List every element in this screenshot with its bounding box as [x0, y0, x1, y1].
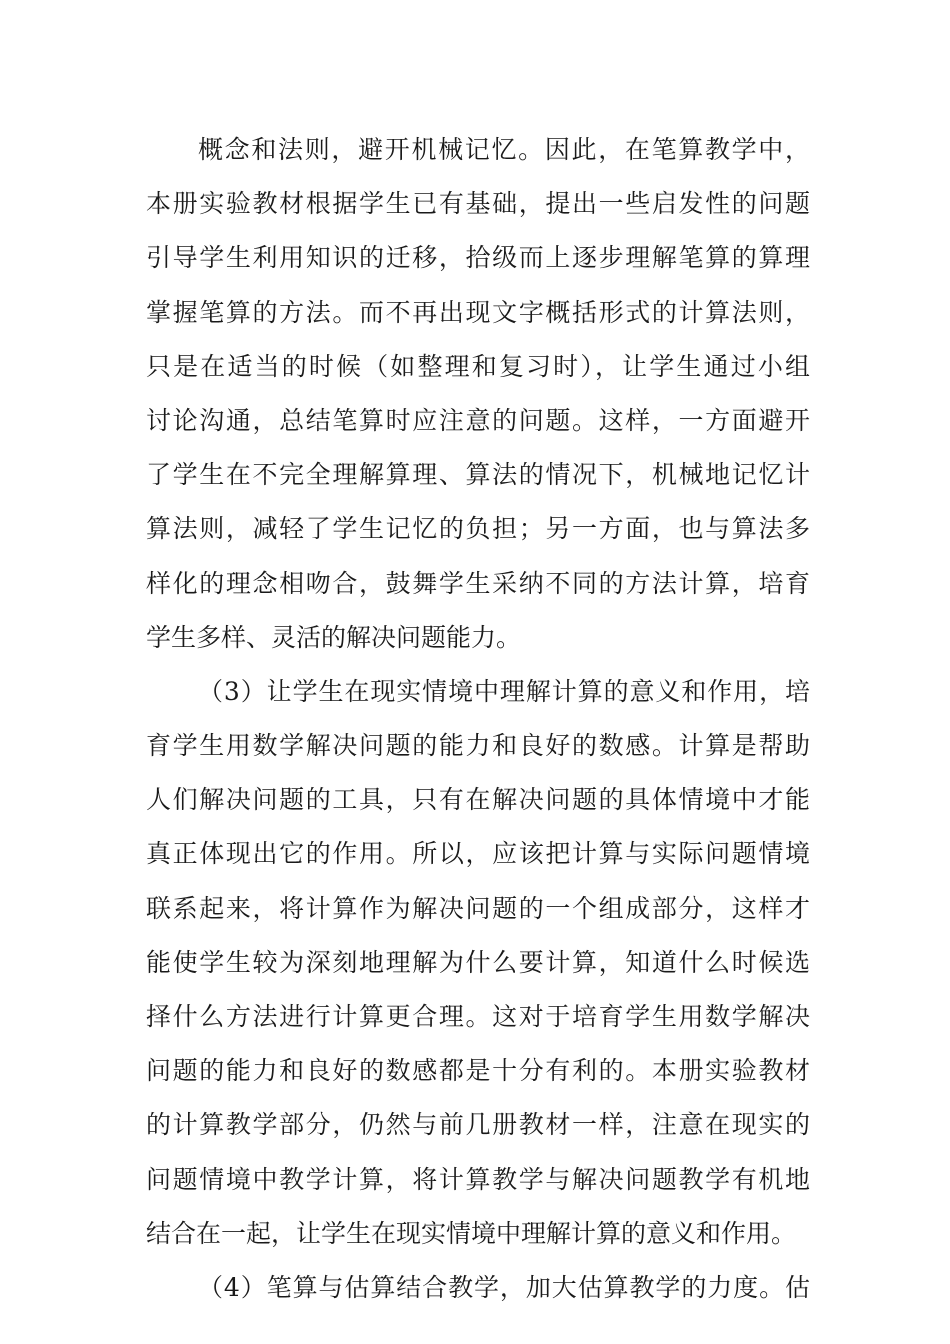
text-line: 讨论沟通，总结笔算时应注意的问题。这样，一方面避开	[146, 405, 810, 435]
text-line: 引导学生利用知识的迁移，拾级而上逐步理解笔算的算理	[146, 243, 810, 273]
text-line: 联系起来，将计算作为解决问题的一个组成部分，这样才	[146, 893, 810, 923]
text-line: 掌握笔算的方法。而不再出现文字概括形式的计算法则，	[146, 297, 810, 327]
text-line: 算法则，减轻了学生记忆的负担；另一方面，也与算法多	[146, 514, 810, 544]
text-line: 了学生在不完全理解算理、算法的情况下，机械地记忆计	[146, 460, 810, 490]
text-line: （4）笔算与估算结合教学，加大估算教学的力度。估	[198, 1272, 810, 1302]
text-line: 问题情境中教学计算，将计算教学与解决问题教学有机地	[146, 1164, 810, 1194]
text-line: 样化的理念相吻合，鼓舞学生采纳不同的方法计算，培育	[146, 568, 810, 598]
text-line: 本册实验教材根据学生已有基础，提出一些启发性的问题	[146, 189, 810, 219]
text-line: 结合在一起，让学生在现实情境中理解计算的意义和作用。	[146, 1218, 797, 1248]
text-line: 问题的能力和良好的数感都是十分有利的。本册实验教材	[146, 1056, 810, 1086]
text-line: 的计算教学部分，仍然与前几册教材一样，注意在现实的	[146, 1110, 810, 1140]
body-text	[146, 123, 810, 1315]
text-line: 育学生用数学解决问题的能力和良好的数感。计算是帮助	[146, 731, 810, 761]
text-line: 学生多样、灵活的解决问题能力。	[146, 622, 522, 652]
text-line: （3）让学生在现实情境中理解计算的意义和作用，培	[198, 676, 810, 706]
text-line: 只是在适当的时候（如整理和复习时），让学生通过小组	[146, 351, 810, 381]
text-line: 概念和法则，避开机械记忆。因此，在笔算教学中，	[198, 135, 810, 164]
text-line: 人们解决问题的工具，只有在解决问题的具体情境中才能	[146, 785, 810, 815]
text-line: 择什么方法进行计算更合理。这对于培育学生用数学解决	[146, 1002, 810, 1031]
text-line: 真正体现出它的作用。所以，应该把计算与实际问题情境	[146, 839, 810, 869]
text-line: 能使学生较为深刻地理解为什么要计算，知道什么时候选	[146, 947, 810, 977]
